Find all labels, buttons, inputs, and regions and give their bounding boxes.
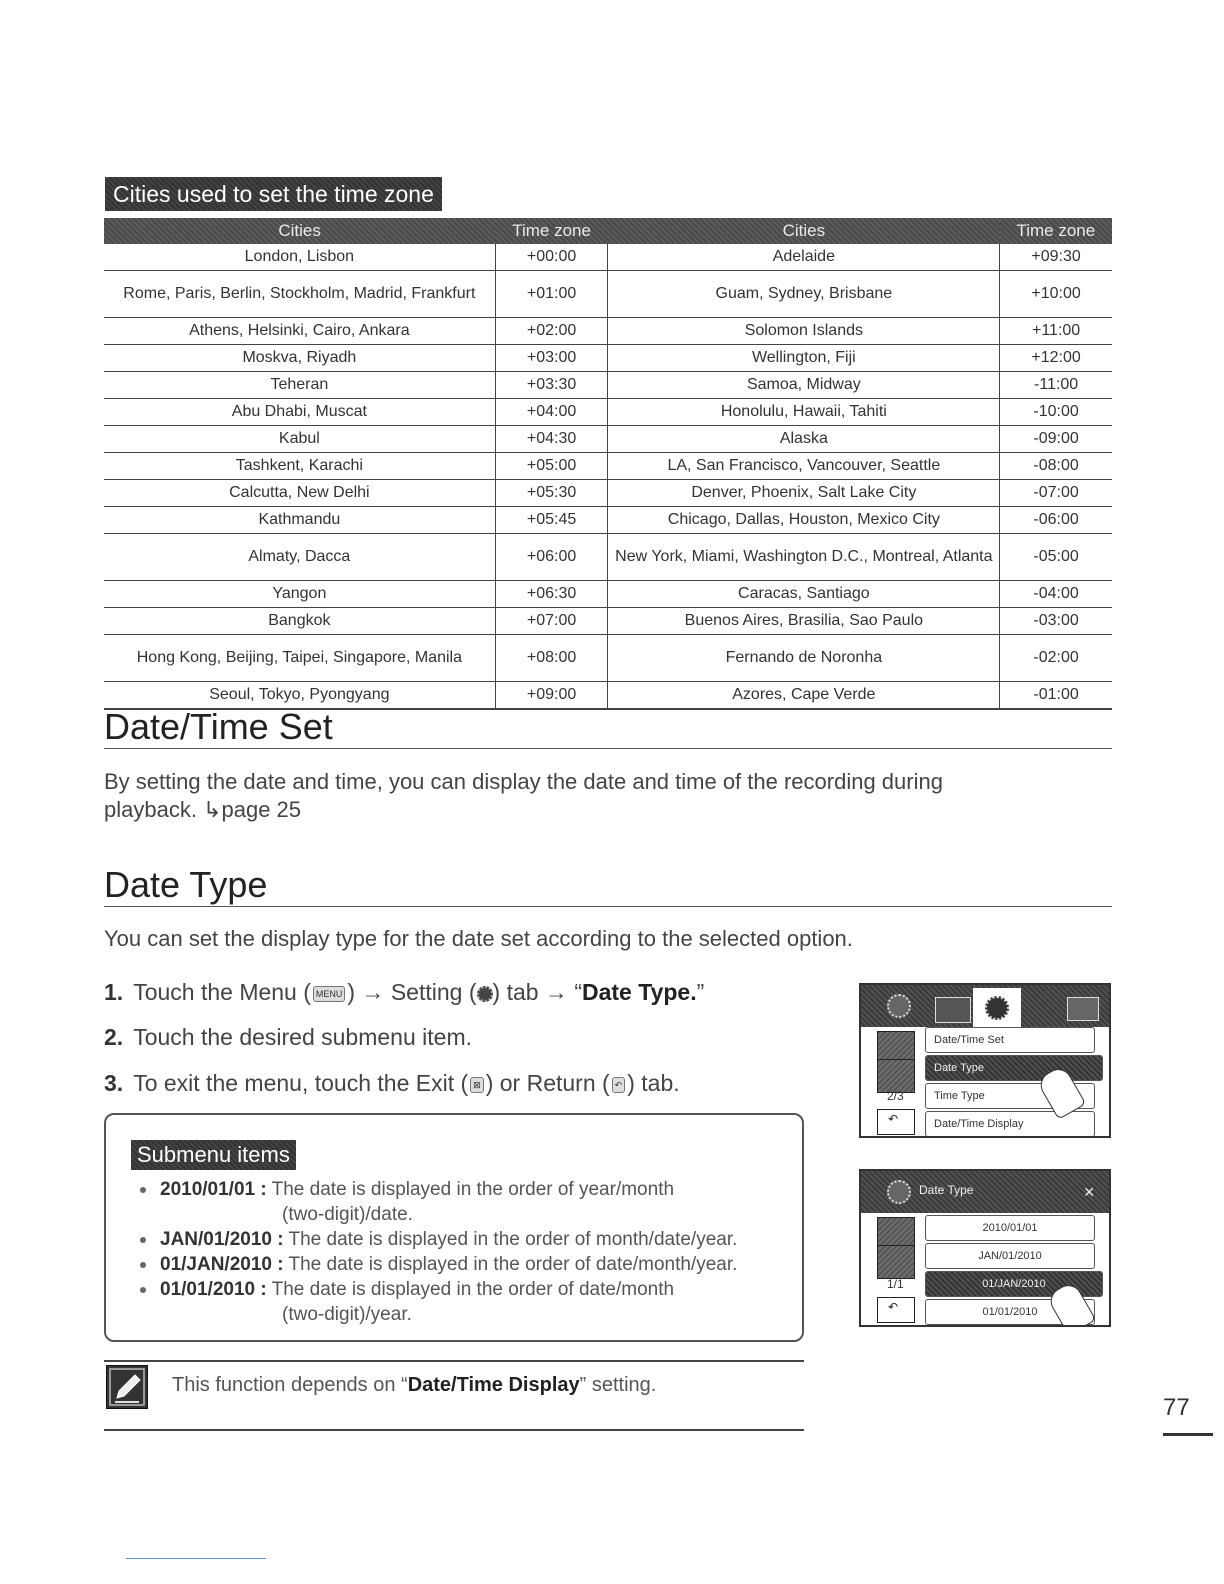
scroll-down-button[interactable] xyxy=(877,1245,915,1279)
table-row xyxy=(104,244,1112,271)
city-cell: Tashkent, Karachi xyxy=(104,453,495,480)
table-row xyxy=(104,682,1112,710)
timezone-cell: -09:00 xyxy=(1000,426,1112,453)
timezone-cell: +03:30 xyxy=(495,372,608,399)
timezone-cell: +01:00 xyxy=(495,271,608,318)
city-cell: Alaska xyxy=(608,426,1000,453)
timezone-cell: +09:30 xyxy=(1000,244,1112,271)
timezone-cell: -04:00 xyxy=(1000,581,1112,608)
city-cell: Moskva, Riyadh xyxy=(104,345,495,372)
timezone-cell: -07:00 xyxy=(1000,480,1112,507)
step-number: 2. xyxy=(104,1024,124,1050)
menu-tab-icon[interactable] xyxy=(935,997,971,1023)
timezone-cell: +05:45 xyxy=(495,507,608,534)
note-rule-bottom xyxy=(104,1429,804,1431)
city-cell: LA, San Francisco, Vancouver, Seattle xyxy=(608,453,1000,480)
timezone-cell: +02:00 xyxy=(495,318,608,345)
col-header-timezone-1: Time zone xyxy=(495,218,608,244)
timezone-cell: +00:00 xyxy=(495,244,608,271)
return-button[interactable]: ↶ xyxy=(877,1109,915,1135)
submenu-desc: The date is displayed in the order of year/month xyxy=(266,1179,675,1200)
city-cell: Yangon xyxy=(104,581,495,608)
timezone-cell: +09:00 xyxy=(495,682,608,710)
submenu-desc: The date is displayed in the order of month/date/year. xyxy=(283,1229,738,1250)
submenu-list xyxy=(136,1177,786,1327)
col-header-cities-2: Cities xyxy=(608,218,1000,244)
list-item xyxy=(136,1227,786,1252)
page-number: 77 xyxy=(1163,1394,1190,1421)
step-text: ) or Return ( xyxy=(485,1070,610,1096)
city-cell: Rome, Paris, Berlin, Stockholm, Madrid, Frankfurt xyxy=(104,271,495,318)
note-icon xyxy=(106,1365,148,1409)
menu-item-datetime-display[interactable]: Date/Time Display xyxy=(925,1111,1095,1137)
screen-title-bar xyxy=(861,1171,1109,1213)
return-button[interactable]: ↶ xyxy=(877,1297,915,1323)
setting-tab[interactable] xyxy=(973,988,1021,1027)
date-type-body: You can set the display type for the date set according to the selected option. xyxy=(104,926,853,951)
submenu-key: 2010/01/01 : xyxy=(160,1179,267,1200)
step-text: ” xyxy=(696,979,705,1005)
timezone-cell: -08:00 xyxy=(1000,453,1112,480)
table-row xyxy=(104,372,1112,399)
exit-icon: ⊠ xyxy=(470,1077,484,1093)
step-text: Touch the Menu ( xyxy=(133,979,311,1005)
timezone-cell: +03:00 xyxy=(495,345,608,372)
city-cell: Honolulu, Hawaii, Tahiti xyxy=(608,399,1000,426)
city-cell: Abu Dhabi, Muscat xyxy=(104,399,495,426)
gear-icon xyxy=(985,996,1009,1020)
return-icon: ↶ xyxy=(612,1077,626,1093)
list-item xyxy=(136,1177,786,1227)
table-row xyxy=(104,271,1112,318)
city-cell: Solomon Islands xyxy=(608,318,1000,345)
table-row xyxy=(104,608,1112,635)
timezone-cell: +06:00 xyxy=(495,534,608,581)
pencil-icon xyxy=(107,1366,147,1408)
city-cell: Calcutta, New Delhi xyxy=(104,480,495,507)
submenu-title: Submenu items xyxy=(131,1140,296,1170)
table-row xyxy=(104,581,1112,608)
page-indicator: 1/1 xyxy=(887,1277,904,1291)
city-cell: Wellington, Fiji xyxy=(608,345,1000,372)
submenu-desc: The date is displayed in the order of date/month/year. xyxy=(283,1254,738,1275)
submenu-desc-cont: (two-digit)/year. xyxy=(282,1304,412,1325)
bottom-rule xyxy=(126,1558,266,1559)
option-01-01-2010[interactable]: 01/01/2010 xyxy=(925,1299,1095,1325)
step-text: To exit the menu, touch the Exit ( xyxy=(133,1070,469,1096)
city-cell: Chicago, Dallas, Houston, Mexico City xyxy=(608,507,1000,534)
timezone-cell: +05:30 xyxy=(495,480,608,507)
submenu-key: 01/01/2010 : xyxy=(160,1279,267,1300)
col-header-timezone-2: Time zone xyxy=(1000,218,1112,244)
step-2 xyxy=(104,1022,472,1052)
city-cell: Kabul xyxy=(104,426,495,453)
city-cell: Caracas, Santiago xyxy=(608,581,1000,608)
city-cell: Almaty, Dacca xyxy=(104,534,495,581)
city-cell: Adelaide xyxy=(608,244,1000,271)
list-item xyxy=(136,1252,786,1277)
tz-section-heading: Cities used to set the time zone xyxy=(105,177,442,211)
camera-screen-settings xyxy=(859,983,1111,1138)
table-row xyxy=(104,453,1112,480)
table-row xyxy=(104,635,1112,682)
city-cell: Fernando de Noronha xyxy=(608,635,1000,682)
step-text: ) tab → “ xyxy=(492,979,582,1005)
timezone-cell: +07:00 xyxy=(495,608,608,635)
step-text: Touch the desired submenu item. xyxy=(133,1024,472,1050)
city-cell: London, Lisbon xyxy=(104,244,495,271)
submenu-key: 01/JAN/2010 : xyxy=(160,1254,284,1275)
note-rule-top xyxy=(104,1360,804,1362)
menu-item-datetime-set[interactable]: Date/Time Set xyxy=(925,1027,1095,1053)
scroll-down-button[interactable] xyxy=(877,1059,915,1093)
city-cell: Guam, Sydney, Brisbane xyxy=(608,271,1000,318)
submenu-box xyxy=(104,1113,804,1342)
city-cell: Samoa, Midway xyxy=(608,372,1000,399)
page-number-bar xyxy=(1163,1433,1213,1436)
page-indicator: 2/3 xyxy=(887,1089,904,1103)
timezone-cell: -06:00 xyxy=(1000,507,1112,534)
option-jan-01-2010[interactable]: JAN/01/2010 xyxy=(925,1243,1095,1269)
timezone-cell: +08:00 xyxy=(495,635,608,682)
table-row xyxy=(104,507,1112,534)
city-cell: New York, Miami, Washington D.C., Montreal, Atlanta xyxy=(608,534,1000,581)
step-text: ) → Setting ( xyxy=(347,979,477,1005)
city-cell: Seoul, Tokyo, Pyongyang xyxy=(104,682,495,710)
datetime-set-body-2: playback. ↳page 25 xyxy=(104,797,302,822)
menu-icon: MENU xyxy=(313,986,346,1002)
step-bold: Date Type. xyxy=(581,979,697,1005)
table-row xyxy=(104,480,1112,507)
step-3 xyxy=(104,1068,680,1098)
table-row xyxy=(104,534,1112,581)
option-01-jan-2010[interactable]: 01/JAN/2010 xyxy=(925,1271,1103,1297)
battery-icon xyxy=(1067,997,1099,1021)
timezone-cell: +06:30 xyxy=(495,581,608,608)
gear-icon xyxy=(477,986,493,1002)
table-row xyxy=(104,318,1112,345)
timezone-cell: +10:00 xyxy=(1000,271,1112,318)
timezone-cell: -05:00 xyxy=(1000,534,1112,581)
submenu-desc: The date is displayed in the order of date/month xyxy=(266,1279,675,1300)
timezone-cell: -02:00 xyxy=(1000,635,1112,682)
city-cell: Azores, Cape Verde xyxy=(608,682,1000,710)
timezone-cell: +05:00 xyxy=(495,453,608,480)
step-text: ) tab. xyxy=(627,1070,680,1096)
col-header-cities-1: Cities xyxy=(104,218,495,244)
camera-screen-date-type xyxy=(859,1169,1111,1327)
timezone-cell: +04:00 xyxy=(495,399,608,426)
timezone-cell: +12:00 xyxy=(1000,345,1112,372)
camera-mode-icon xyxy=(887,994,911,1018)
date-type-title: Date Type xyxy=(104,864,1112,907)
city-cell: Kathmandu xyxy=(104,507,495,534)
city-cell: Hong Kong, Beijing, Taipei, Singapore, Manila xyxy=(104,635,495,682)
gear-icon xyxy=(887,1180,911,1204)
menu-item-time-type[interactable]: Time Type xyxy=(925,1083,1095,1109)
timezone-cell: -11:00 xyxy=(1000,372,1112,399)
timezone-cell: +11:00 xyxy=(1000,318,1112,345)
screen-tab-bar xyxy=(861,985,1109,1027)
city-cell: Denver, Phoenix, Salt Lake City xyxy=(608,480,1000,507)
timezone-cell: -01:00 xyxy=(1000,682,1112,710)
menu-item-date-type[interactable]: Date Type xyxy=(925,1055,1103,1081)
timezone-cell: -03:00 xyxy=(1000,608,1112,635)
option-2010-01-01[interactable]: 2010/01/01 xyxy=(925,1215,1095,1241)
step-number: 1. xyxy=(104,979,124,1005)
table-row xyxy=(104,345,1112,372)
list-item xyxy=(136,1277,786,1327)
time-zone-table xyxy=(104,218,1112,710)
timezone-cell: +04:30 xyxy=(495,426,608,453)
note-pre: This function depends on “ xyxy=(172,1374,408,1396)
note-text xyxy=(172,1374,656,1397)
city-cell: Teheran xyxy=(104,372,495,399)
note-bold: Date/Time Display xyxy=(407,1374,580,1396)
city-cell: Buenos Aires, Brasilia, Sao Paulo xyxy=(608,608,1000,635)
datetime-set-title: Date/Time Set xyxy=(104,706,1112,749)
timezone-cell: -10:00 xyxy=(1000,399,1112,426)
submenu-key: JAN/01/2010 : xyxy=(160,1229,284,1250)
table-row xyxy=(104,426,1112,453)
datetime-set-body-1: By setting the date and time, you can display the date and time of the recording during xyxy=(104,769,943,794)
city-cell: Bangkok xyxy=(104,608,495,635)
table-row xyxy=(104,399,1112,426)
screen-title: Date Type xyxy=(919,1183,974,1197)
step-number: 3. xyxy=(104,1070,124,1096)
note-post: ” setting. xyxy=(579,1374,657,1396)
close-icon[interactable]: ✕ xyxy=(1083,1184,1095,1200)
submenu-desc-cont: (two-digit)/date. xyxy=(282,1204,413,1225)
city-cell: Athens, Helsinki, Cairo, Ankara xyxy=(104,318,495,345)
step-1 xyxy=(104,977,704,1007)
